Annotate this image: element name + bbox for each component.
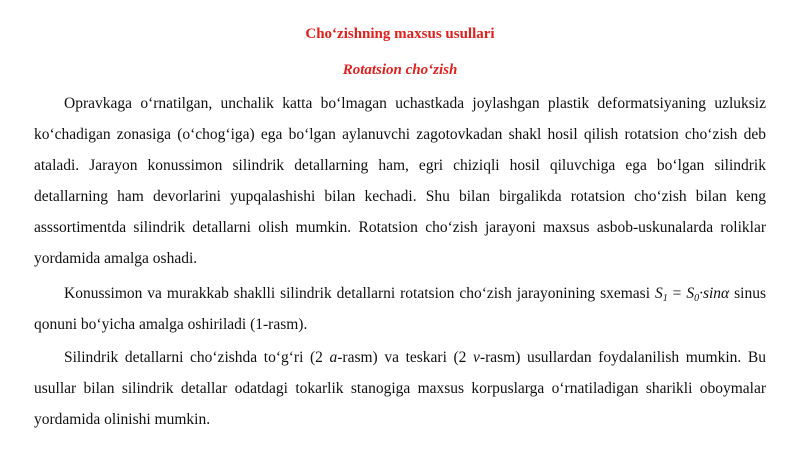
formula-equals: = bbox=[667, 285, 687, 302]
paragraph-sine-law-text: Konussimon va murakkab shaklli silindrik detallarni rotatsion cho‘zish jarayonining sxemasi bbox=[64, 285, 655, 302]
methods-italic-v: v bbox=[473, 349, 480, 366]
methods-italic-a: a bbox=[329, 349, 338, 366]
formula-s0: $S_0$ bbox=[686, 285, 700, 304]
section-title: Cho‘zishning maxsus usullari bbox=[305, 26, 495, 42]
formula-sin: ·sinα bbox=[699, 285, 730, 302]
formula-s1: $S_1$ bbox=[654, 285, 668, 304]
paragraph-sine-law bbox=[34, 278, 766, 340]
paragraph-definition: Opravkaga o‘rnatilgan, unchalik katta bo‘lmagan uchastkada joylashgan plastik deformatsiyaning uzluksiz ko‘chadigan zonasiga (o‘chog‘iga) ega bo‘lgan aylanuvchi zagotovkadan shakl hosil qilish rotatsion cho‘zish deb ataladi. Jarayon konussimon silindrik detallarning ham, egri chiziqli hosil qiluvchiga ega bo‘lgan silindrik detallarning ham devorlarini yupqalashishi bilan kechadi. Shu bilan birgalikda rotatsion cho‘zish bilan keng asssortimentda silindrik detallarni olish mumkin. Rotatsion cho‘zish jarayoni maxsus asbob-uskunalarda roliklar yordamida amalga oshadi. bbox=[34, 95, 766, 267]
paragraph-methods bbox=[34, 342, 766, 435]
methods-text-1: Silindrik detallarni cho‘zishda to‘g‘ri (2 bbox=[64, 349, 330, 366]
paragraph-sine-law-tail: sinus qonuni bo‘yicha amalga oshiriladi (1-rasm). bbox=[34, 285, 766, 333]
methods-text-3: -rasm) usullardan foydalanilish mumkin. Bu usullar bilan silindrik detallar odatdagi tokarlik stanogiga maxsus korpuslarga o‘rnatiladigan sharikli oboymalar yordamida olinishi mumkin. bbox=[34, 349, 766, 428]
methods-text-2: -rasm) va teskari (2 bbox=[337, 349, 474, 366]
subsection-title: Rotatsion cho‘zish bbox=[342, 62, 458, 78]
